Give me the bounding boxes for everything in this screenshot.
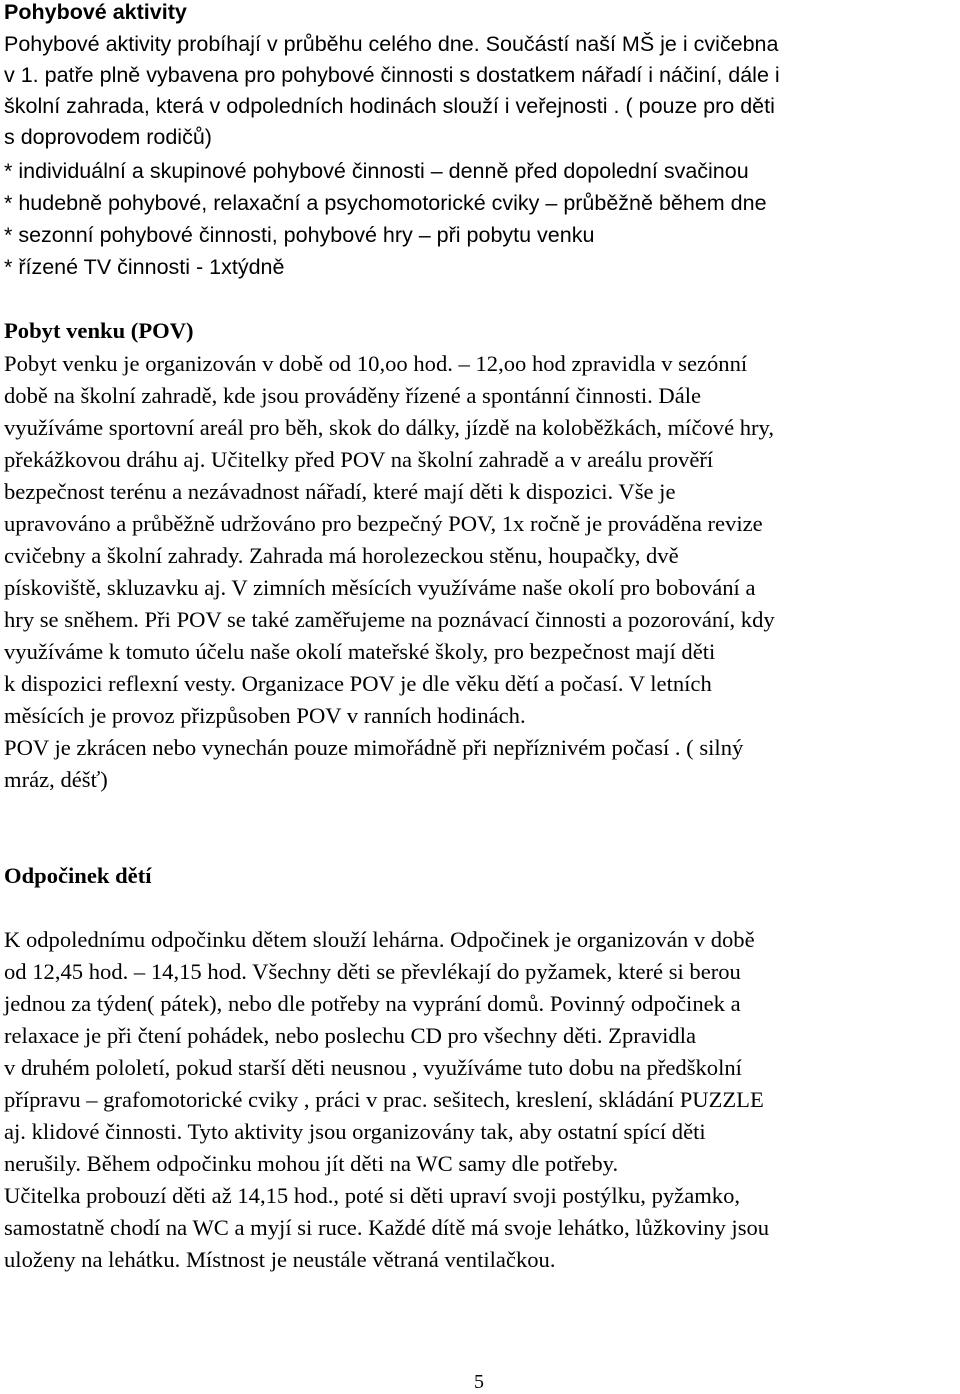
paragraph-line: samostatně chodí na WC a myjí si ruce. Každé dítě má svoje lehátko, lůžkoviny jsou: [4, 1215, 770, 1240]
paragraph-line: době na školní zahradě, kde jsou prováděny řízené a spontánní činnosti. Dále: [4, 383, 702, 408]
list-item: * řízené TV činnosti - 1xtýdně: [4, 255, 285, 279]
paragraph-line: POV je zkrácen nebo vynechán pouze mimořádně při nepříznivém počasí . ( silný: [4, 735, 744, 760]
paragraph-line: aj. klidové činnosti. Tyto aktivity jsou organizovány tak, aby ostatní spící děti: [4, 1119, 706, 1144]
paragraph-line: v druhém pololetí, pokud starší děti neusnou , využíváme tuto dobu na předškolní: [4, 1055, 742, 1080]
paragraph-line: využíváme k tomuto účelu naše okolí mateřské školy, pro bezpečnost mají děti: [4, 639, 716, 664]
page-number: 5: [474, 1371, 484, 1393]
paragraph-line: pískoviště, skluzavku aj. V zimních měsících využíváme naše okolí pro bobování a: [4, 575, 756, 600]
list-item: * individuální a skupinové pohybové činnosti – denně před dopolední svačinou: [4, 159, 749, 183]
paragraph-line: mráz, déšť): [4, 767, 108, 792]
paragraph-line: k dispozici reflexní vesty. Organizace POV je dle věku dětí a počasí. V letních: [4, 671, 712, 696]
paragraph-line: využíváme sportovní areál pro běh, skok do dálky, jízdě na koloběžkách, míčové hry,: [4, 415, 775, 440]
paragraph-line: Učitelka probouzí děti až 14,15 hod., poté si děti upraví svoji postýlku, pyžamko,: [4, 1183, 741, 1208]
list-item: * hudebně pohybové, relaxační a psychomotorické cviky – průběžně během dne: [4, 191, 767, 215]
paragraph-line: jednou za týden( pátek), nebo dle potřeby na vyprání domů. Povinný odpočinek a: [4, 991, 741, 1016]
paragraph-line: v 1. patře plně vybavena pro pohybové činnosti s dostatkem nářadí i náčiní, dále i: [4, 63, 780, 87]
paragraph-line: bezpečnost terénu a nezávadnost nářadí, které mají děti k dispozici. Vše je: [4, 479, 676, 504]
paragraph-line: přípravu – grafomotorické cviky , práci v prac. sešitech, kreslení, skládání PUZZLE: [4, 1087, 764, 1112]
paragraph-line: nerušily. Během odpočinku mohou jít děti na WC samy dle potřeby.: [4, 1151, 619, 1176]
paragraph-line: od 12,45 hod. – 14,15 hod. Všechny děti se převlékají do pyžamek, které si berou: [4, 959, 741, 984]
paragraph-line: s doprovodem rodičů): [4, 125, 212, 149]
section-heading-pohybove-aktivity: Pohybové aktivity: [4, 0, 187, 24]
paragraph-line: uloženy na lehátku. Místnost je neustále větraná ventilačkou.: [4, 1247, 556, 1272]
paragraph-line: K odpolednímu odpočinku dětem slouží lehárna. Odpočinek je organizován v době: [4, 927, 755, 952]
paragraph-line: měsících je provoz přizpůsoben POV v ranních hodinách.: [4, 703, 526, 728]
paragraph-line: překážkovou dráhu aj. Učitelky před POV na školní zahradě a v areálu prověří: [4, 447, 714, 472]
section-heading-odpocinek-deti: Odpočinek dětí: [4, 863, 152, 888]
paragraph-line: cvičebny a školní zahrady. Zahrada má horolezeckou stěnu, houpačky, dvě: [4, 543, 679, 568]
paragraph-line: školní zahrada, která v odpoledních hodinách slouží i veřejnosti . ( pouze pro děti: [4, 94, 775, 118]
paragraph-line: upravováno a průběžně udržováno pro bezpečný POV, 1x ročně je prováděna revize: [4, 511, 763, 536]
paragraph-line: Pohybové aktivity probíhají v průběhu celého dne. Součástí naší MŠ je i cvičebna: [4, 32, 779, 56]
section-heading-pobyt-venku: Pobyt venku (POV): [4, 318, 194, 343]
list-item: * sezonní pohybové činnosti, pohybové hry – při pobytu venku: [4, 223, 595, 247]
paragraph-line: Pobyt venku je organizován v době od 10,oo hod. – 12,oo hod zpravidla v sezónní: [4, 351, 748, 376]
paragraph-line: relaxace je při čtení pohádek, nebo poslechu CD pro všechny děti. Zpravidla: [4, 1023, 696, 1048]
paragraph-line: hry se sněhem. Při POV se také zaměřujeme na poznávací činnosti a pozorování, kdy: [4, 607, 775, 632]
